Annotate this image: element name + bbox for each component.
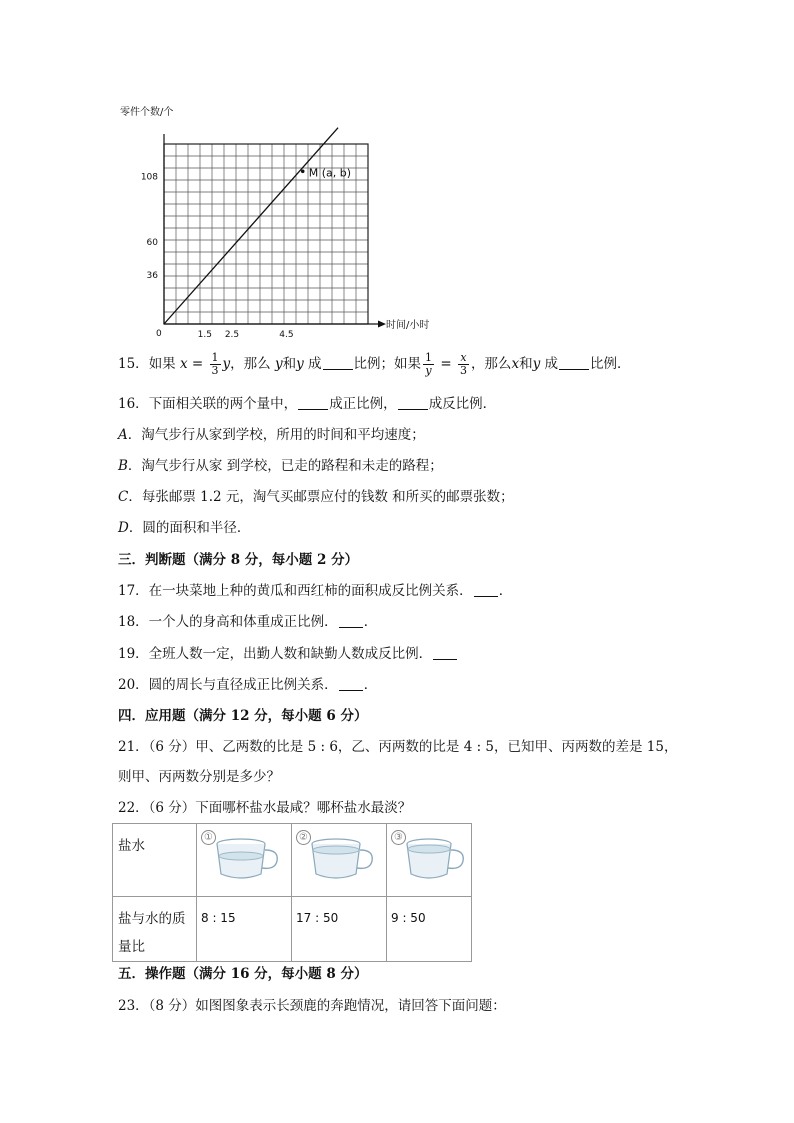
q15-text-6: ，那么 (470, 356, 512, 372)
cup-number-1: ① (201, 830, 216, 845)
line-chart (112, 100, 452, 342)
chart-svg (112, 100, 452, 342)
q15-frac1-den: 3 (211, 364, 219, 377)
q15-var-y3: y (296, 356, 304, 372)
q16-text-2: 成正比例， (329, 396, 397, 412)
point-m-marker (301, 169, 305, 173)
section-5-heading: 五．操作题（满分 16 分，每小题 8 分） (118, 966, 368, 982)
option-b-text: ．淘气步行从家 到学校，已走的路程和未走的路程； (127, 458, 443, 474)
q15-frac3-num: x (458, 352, 469, 365)
q16-text-3: 成反比例． (428, 396, 497, 412)
q20-blank[interactable] (339, 676, 363, 691)
question-17 (118, 581, 512, 601)
question-20 (118, 675, 377, 695)
q15-text-4: 成 (308, 356, 322, 372)
q15-text-1: 如果 (148, 356, 176, 372)
option-d-label: D (118, 520, 129, 536)
question-18 (118, 612, 377, 632)
x-tick-label: 1.5 (197, 330, 212, 340)
table-header-saltwater: 盐水 (113, 824, 197, 897)
ratio-cell-1: 8 : 15 (197, 897, 292, 962)
series (164, 128, 351, 324)
q15-var-x: x (179, 356, 188, 372)
q20-text: 20．圆的周长与直径成正比例关系． (118, 677, 338, 693)
ratio-cell-3: 9 : 50 (387, 897, 472, 962)
section-3-heading: 三．判断题（满分 8 分，每小题 2 分） (118, 552, 359, 568)
q17-text: 17．在一块菜地上种的黄瓜和西红柿的面积成反比例关系． (118, 583, 473, 599)
option-a-label: A (118, 427, 128, 443)
x-axis-title: 时间/小时 (386, 320, 430, 331)
q20-end: ． (363, 677, 378, 693)
q15-frac3-den: 3 (459, 364, 467, 377)
q15-fraction-2 (423, 352, 434, 377)
salt-water-table (112, 823, 472, 962)
q15-text-7: 和 (519, 356, 533, 372)
q17-blank[interactable] (474, 582, 498, 597)
q15-blank-1[interactable] (323, 355, 353, 370)
q17-end: ． (498, 583, 513, 599)
cup-number-3: ③ (391, 830, 406, 845)
q18-blank[interactable] (339, 613, 363, 628)
option-d-text: ．圆的面积和半径． (128, 520, 251, 536)
q15-fraction-1 (210, 352, 221, 377)
q15-frac1-num: 1 (211, 351, 219, 364)
x-tick-label: 4.5 (279, 330, 294, 340)
q16-text-1: 下面相关联的两个量中， (148, 396, 298, 412)
q15-var-x2: x (511, 356, 520, 372)
x-tick-label: 2.5 (224, 330, 240, 340)
q15-var-y2: y (274, 356, 283, 372)
question-21-line-2: 则甲、丙两数分别是多少？ (118, 769, 280, 785)
question-21-line-1: 21．（6 分）甲、乙两数的比是 5 : 6，乙、丙两数的比是 4 : 5，已知甲、丙两数的差是 15， (118, 739, 678, 755)
q16-option-c (118, 487, 514, 507)
option-a-text: ．淘气步行从家到学校，所用的时间和平均速度； (127, 427, 425, 443)
series-line (164, 128, 338, 324)
y-axis-title: 零件个数/个 (120, 107, 174, 118)
cup-cell-1 (197, 824, 292, 897)
q16-blank-2[interactable] (398, 395, 428, 410)
q16-option-b (118, 456, 443, 476)
q15-text-3: 和 (282, 356, 297, 372)
q15-var-y4: y (532, 356, 541, 372)
origin-label: 0 (156, 329, 162, 339)
q15-text-2: ，那么 (230, 356, 271, 372)
y-tick-label: 36 (146, 270, 158, 281)
q15-frac2-num: 1 (425, 351, 433, 364)
cup-1-icon (213, 834, 285, 882)
q15-eq2: = (436, 356, 456, 372)
y-tick-label: 108 (140, 172, 158, 183)
q15-blank-2[interactable] (559, 355, 589, 370)
q19-blank[interactable] (433, 645, 457, 660)
cup-2-icon (308, 834, 380, 882)
q18-end: ． (363, 614, 378, 630)
q15-text-9: 比例． (590, 356, 631, 372)
q15-var-y: y (222, 356, 231, 372)
axes (164, 134, 386, 328)
cup-number-2: ② (296, 830, 311, 845)
ratio-cell-2: 17 : 50 (292, 897, 387, 962)
y-tick-label: 60 (146, 238, 158, 249)
q15-fraction-3 (458, 352, 469, 377)
q18-text: 18．一个人的身高和体重成正比例． (118, 614, 338, 630)
table-row-ratios (113, 897, 472, 962)
q15-text-5: 比例；如果 (353, 356, 422, 372)
option-c-text: ．每张邮票 1.2 元，淘气买邮票应付的钱数 和所买的邮票张数； (128, 489, 514, 505)
question-22: 22．（6 分）下面哪杯盐水最咸？哪杯盐水最淡？ (118, 800, 412, 816)
x-axis-arrow (378, 321, 386, 328)
q16-option-a (118, 425, 425, 445)
q16-number: 16． (118, 396, 149, 412)
cup-3-icon (403, 834, 469, 882)
option-b-label: B (118, 458, 128, 474)
question-16 (118, 394, 496, 414)
q15-text-8: 成 (544, 356, 558, 372)
point-m-label: M (a, b) (308, 166, 352, 180)
q16-blank-1[interactable] (298, 395, 328, 410)
section-4-heading: 四．应用题（满分 12 分，每小题 6 分） (118, 708, 368, 724)
cup-cell-3 (387, 824, 472, 897)
q19-text: 19．全班人数一定，出勤人数和缺勤人数成反比例． (118, 646, 433, 662)
question-23: 23．（8 分）如图图象表示长颈鹿的奔跑情况，请回答下面问题： (118, 998, 506, 1014)
question-19 (118, 644, 458, 664)
q15-number: 15． (118, 356, 149, 372)
table-header-ratio: 盐与水的质量比 (113, 897, 197, 962)
q15-frac2-den: y (425, 364, 432, 377)
cup-cell-2 (292, 824, 387, 897)
question-15 (118, 352, 631, 377)
q15-eq: = (187, 356, 208, 372)
q16-option-d (118, 518, 250, 538)
option-c-label: C (118, 489, 129, 505)
table-row-cups (113, 824, 472, 897)
